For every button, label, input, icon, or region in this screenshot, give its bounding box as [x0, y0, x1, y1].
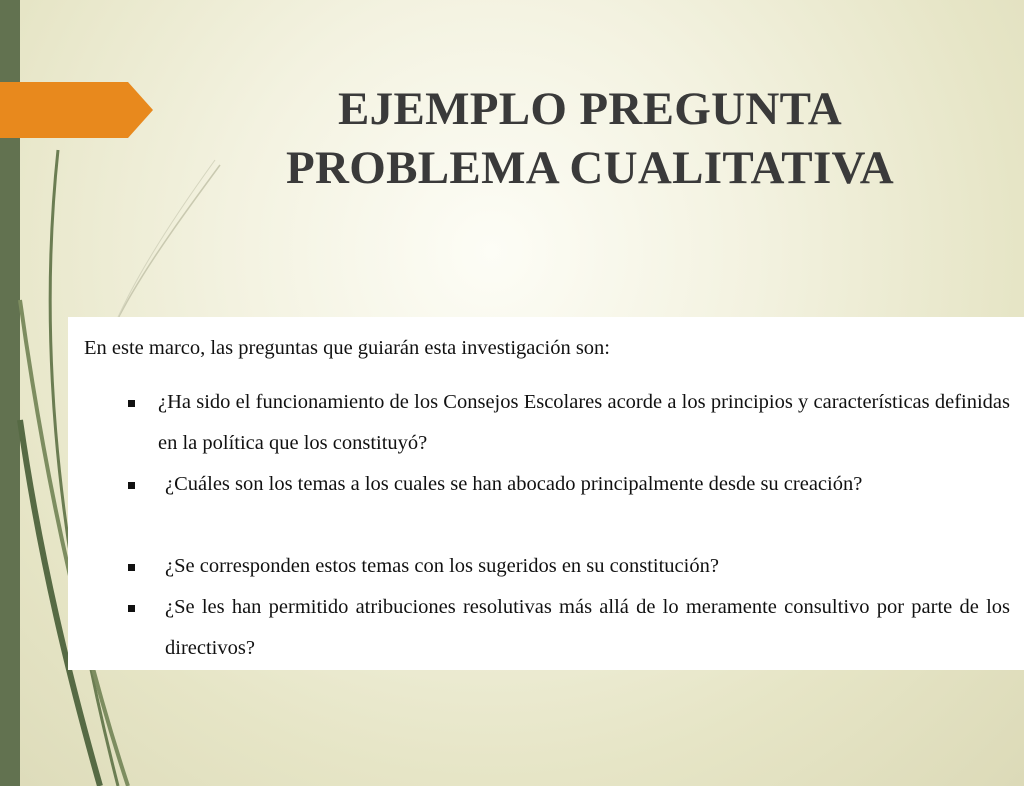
- question-text: ¿Cuáles son los temas a los cuales se han abocado principalmente desde su creación?: [165, 473, 863, 495]
- list-item: [128, 473, 1010, 505]
- intro-text: En este marco, las preguntas que guiarán esta investigación son:: [84, 337, 611, 359]
- square-bullet-icon: [128, 564, 135, 571]
- list-item: [128, 596, 1010, 669]
- square-bullet-icon: [128, 400, 135, 407]
- square-bullet-icon: [128, 605, 135, 612]
- title-line-1: EJEMPLO PREGUNTA: [338, 83, 842, 135]
- document-excerpt: [68, 317, 1024, 670]
- question-text: ¿Se les han permitido atribuciones resolutivas más allá de lo meramente consultivo por parte de los directivos?: [165, 596, 1010, 659]
- list-item: [128, 391, 1010, 464]
- title-line-2: PROBLEMA CUALITATIVA: [286, 142, 894, 194]
- square-bullet-icon: [128, 482, 135, 489]
- list-item: [128, 555, 1010, 587]
- question-text: ¿Se corresponden estos temas con los sugeridos en su constitución?: [165, 555, 719, 577]
- orange-arrow-shape: [0, 82, 153, 138]
- question-text: ¿Ha sido el funcionamiento de los Consejos Escolares acorde a los principios y características definidas en la política que los constituyó?: [158, 391, 1010, 454]
- slide-title: [230, 80, 950, 198]
